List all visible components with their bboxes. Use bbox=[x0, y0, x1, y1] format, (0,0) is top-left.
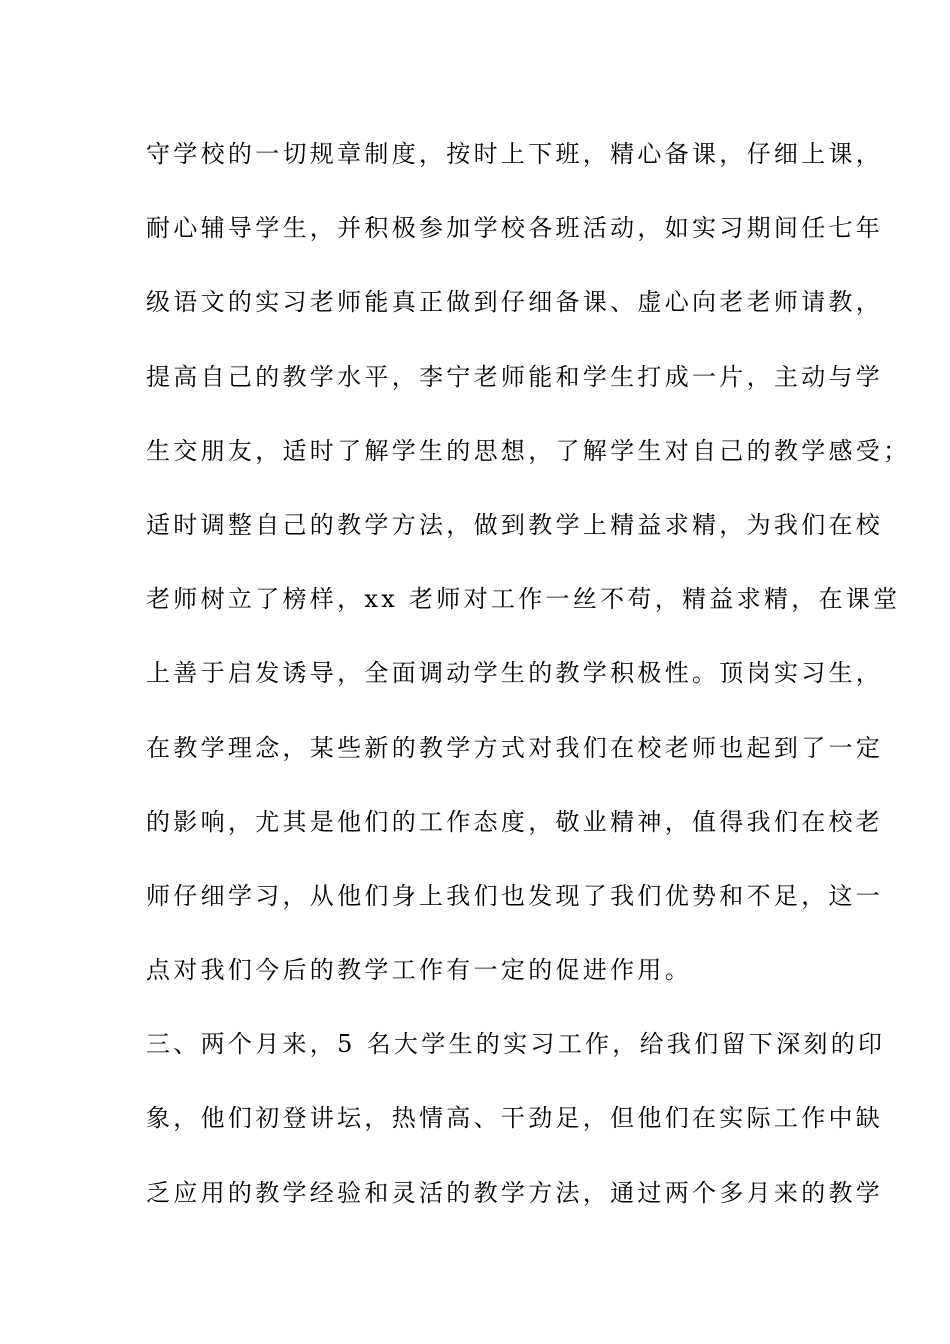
text-line: 级语文的实习老师能真正做到仔细备课、虚心向老老师请教， bbox=[146, 288, 884, 317]
body-text bbox=[146, 133, 911, 1246]
text-line: 点对我们今后的教学工作有一定的促进作用。 bbox=[146, 956, 692, 985]
text-line: 适时调整自己的教学方法，做到教学上精益求精，为我们在校 bbox=[146, 510, 884, 539]
text-line: 三、两个月来，5 名大学生的实习工作，给我们留下深刻的印 bbox=[146, 1030, 886, 1059]
text-line: 在教学理念，某些新的教学方式对我们在校老师也起到了一定 bbox=[146, 733, 884, 762]
text-line: 上善于启发诱导，全面调动学生的教学积极性。顶岗实习生， bbox=[146, 659, 884, 688]
text-line: 老师树立了榜样，xx 老师对工作一丝不苟，精益求精，在课堂 bbox=[146, 585, 901, 614]
text-line: 耐心辅导学生，并积极参加学校各班活动，如实习期间任七年 bbox=[146, 214, 884, 243]
text-line: 的影响，尤其是他们的工作态度，敬业精神，值得我们在校老 bbox=[146, 807, 884, 836]
text-line: 守学校的一切规章制度，按时上下班，精心备课，仔细上课， bbox=[146, 140, 884, 168]
text-line: 生交朋友，适时了解学生的思想，了解学生对自己的教学感受； bbox=[146, 436, 911, 465]
text-line: 乏应用的教学经验和灵活的教学方法，通过两个多月来的教学 bbox=[146, 1178, 884, 1207]
text-line: 师仔细学习，从他们身上我们也发现了我们优势和不足，这一 bbox=[146, 881, 884, 910]
text-line: 提高自己的教学水平，李宁老师能和学生打成一片，主动与学 bbox=[146, 362, 884, 391]
text-line: 象，他们初登讲坛，热情高、干劲足，但他们在实际工作中缺 bbox=[146, 1104, 884, 1133]
